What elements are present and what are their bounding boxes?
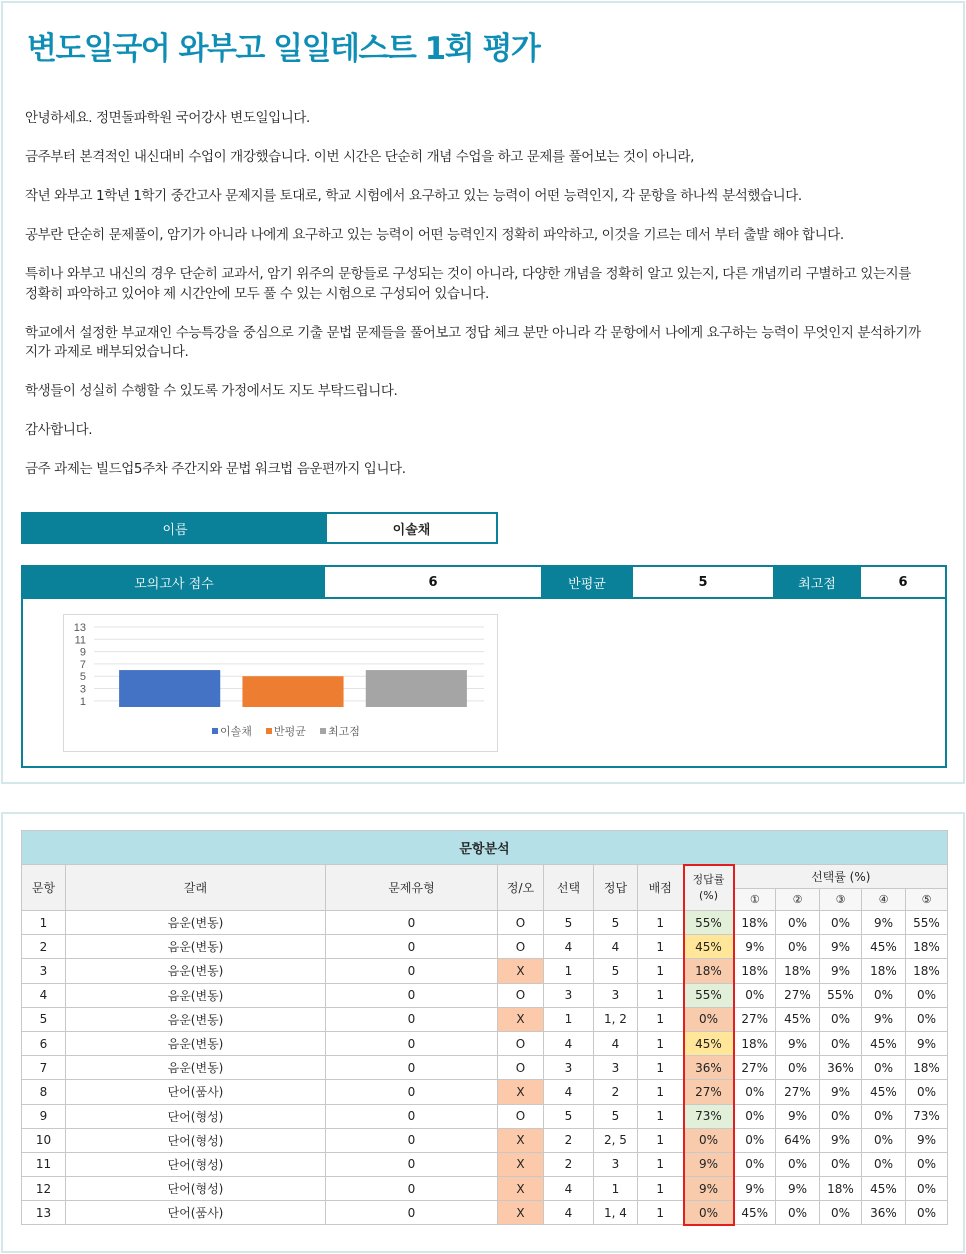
score-box xyxy=(21,565,947,768)
table-row xyxy=(22,1056,948,1080)
row-category: 단어(형성) xyxy=(66,1128,326,1152)
row-points: 1 xyxy=(638,935,684,959)
row-option-2-rate: 0% xyxy=(776,1152,820,1176)
row-option-1-rate: 0% xyxy=(734,1152,776,1176)
table-row xyxy=(22,1201,948,1225)
row-answer: 5 xyxy=(594,1104,638,1128)
row-option-3-rate: 0% xyxy=(820,1007,862,1031)
row-type: 0 xyxy=(326,1152,498,1176)
y-tick-label: 3 xyxy=(79,683,86,696)
option-1-header: ① xyxy=(734,889,776,911)
row-option-5-rate: 0% xyxy=(906,1201,948,1225)
row-correct-rate: 0% xyxy=(684,1201,734,1225)
row-option-3-rate: 36% xyxy=(820,1056,862,1080)
row-type: 0 xyxy=(326,1128,498,1152)
row-option-3-rate: 0% xyxy=(820,1031,862,1055)
row-option-2-rate: 27% xyxy=(776,983,820,1007)
row-ox: O xyxy=(498,983,544,1007)
row-option-3-rate: 0% xyxy=(820,1152,862,1176)
row-answer: 2 xyxy=(594,1080,638,1104)
row-option-5-rate: 9% xyxy=(906,1128,948,1152)
row-ox: X xyxy=(498,1128,544,1152)
row-ox: O xyxy=(498,1056,544,1080)
row-type: 0 xyxy=(326,1031,498,1055)
row-type: 0 xyxy=(326,959,498,983)
bar-2 xyxy=(242,676,343,707)
row-option-1-rate: 18% xyxy=(734,959,776,983)
table-row xyxy=(22,1177,948,1201)
row-ox: X xyxy=(498,959,544,983)
intro-paragraph: 금주부터 본격적인 내신대비 수업이 개강했습니다. 이번 시간은 단순히 개념 수업을 하고 문제를 풀어보는 것이 아니라, xyxy=(25,149,695,165)
row-category: 음운(변동) xyxy=(66,935,326,959)
row-option-3-rate: 0% xyxy=(820,911,862,935)
row-option-5-rate: 0% xyxy=(906,983,948,1007)
row-correct-rate: 9% xyxy=(684,1177,734,1201)
row-option-4-rate: 9% xyxy=(862,911,906,935)
row-type: 0 xyxy=(326,1007,498,1031)
row-points: 1 xyxy=(638,911,684,935)
row-correct-rate: 9% xyxy=(684,1152,734,1176)
row-option-5-rate: 18% xyxy=(906,1056,948,1080)
row-type: 0 xyxy=(326,983,498,1007)
score-chart-svg xyxy=(64,615,497,751)
row-correct-rate: 45% xyxy=(684,935,734,959)
row-option-1-rate: 0% xyxy=(734,1128,776,1152)
row-ox: O xyxy=(498,1031,544,1055)
row-num: 3 xyxy=(22,959,66,983)
row-points: 1 xyxy=(638,983,684,1007)
y-tick-label: 13 xyxy=(73,622,86,634)
row-option-2-rate: 0% xyxy=(776,1056,820,1080)
row-points: 1 xyxy=(638,1104,684,1128)
row-num: 10 xyxy=(22,1128,66,1152)
student-name-box xyxy=(21,512,498,544)
row-category: 음운(변동) xyxy=(66,1031,326,1055)
row-points: 1 xyxy=(638,1128,684,1152)
row-answer: 3 xyxy=(594,1056,638,1080)
row-correct-rate: 55% xyxy=(684,911,734,935)
table-row xyxy=(22,911,948,935)
row-option-1-rate: 45% xyxy=(734,1201,776,1225)
table-row xyxy=(22,935,948,959)
row-num: 11 xyxy=(22,1152,66,1176)
row-num: 12 xyxy=(22,1177,66,1201)
row-num: 1 xyxy=(22,911,66,935)
row-option-1-rate: 0% xyxy=(734,1104,776,1128)
intro-paragraph: 작년 와부고 1학년 1학기 중간고사 문제지를 토대로, 학교 시험에서 요구하고 있는 능력이 어떤 능력인지, 각 문항을 하나씩 분석했습니다. xyxy=(25,188,802,204)
row-option-3-rate: 0% xyxy=(820,1104,862,1128)
row-points: 1 xyxy=(638,1177,684,1201)
intro-paragraph: 학생들이 성실히 수행할 수 있도록 가정에서도 지도 부탁드립니다. xyxy=(25,383,398,399)
name-label: 이름 xyxy=(23,514,327,542)
row-choice: 2 xyxy=(544,1152,594,1176)
row-ox: X xyxy=(498,1080,544,1104)
table-row xyxy=(22,983,948,1007)
row-correct-rate: 27% xyxy=(684,1080,734,1104)
legend-swatch xyxy=(212,728,218,734)
row-choice: 2 xyxy=(544,1128,594,1152)
row-points: 1 xyxy=(638,1031,684,1055)
row-choice: 1 xyxy=(544,1007,594,1031)
option-5-header: ⑤ xyxy=(906,889,948,911)
legend-label: 최고점 xyxy=(328,725,360,738)
row-option-4-rate: 45% xyxy=(862,935,906,959)
row-category: 단어(형성) xyxy=(66,1152,326,1176)
row-num: 9 xyxy=(22,1104,66,1128)
row-option-1-rate: 18% xyxy=(734,1031,776,1055)
row-option-5-rate: 0% xyxy=(906,1177,948,1201)
row-option-1-rate: 27% xyxy=(734,1056,776,1080)
row-choice: 4 xyxy=(544,1177,594,1201)
row-answer: 1, 2 xyxy=(594,1007,638,1031)
row-answer: 3 xyxy=(594,983,638,1007)
col-header-type: 문제유형 xyxy=(326,865,498,911)
row-choice: 4 xyxy=(544,1080,594,1104)
row-option-4-rate: 9% xyxy=(862,1007,906,1031)
row-ox: O xyxy=(498,911,544,935)
row-option-4-rate: 0% xyxy=(862,1152,906,1176)
legend-swatch xyxy=(320,728,326,734)
row-option-2-rate: 18% xyxy=(776,959,820,983)
row-choice: 3 xyxy=(544,1056,594,1080)
row-num: 4 xyxy=(22,983,66,1007)
top-score-value: 6 xyxy=(898,574,908,590)
row-category: 단어(품사) xyxy=(66,1080,326,1104)
row-answer: 4 xyxy=(594,1031,638,1055)
row-correct-rate: 0% xyxy=(684,1128,734,1152)
legend-label: 이솔채 xyxy=(220,725,252,738)
row-choice: 4 xyxy=(544,1031,594,1055)
row-option-2-rate: 0% xyxy=(776,935,820,959)
row-ox: X xyxy=(498,1007,544,1031)
row-option-1-rate: 0% xyxy=(734,1080,776,1104)
report-panel xyxy=(1,1,965,784)
row-answer: 1, 4 xyxy=(594,1201,638,1225)
row-option-5-rate: 0% xyxy=(906,1007,948,1031)
row-option-5-rate: 18% xyxy=(906,959,948,983)
row-correct-rate: 0% xyxy=(684,1007,734,1031)
table-row xyxy=(22,1128,948,1152)
col-header-category: 갈래 xyxy=(66,865,326,911)
mock-score-label: 모의고사 점수 xyxy=(23,567,325,597)
row-option-4-rate: 0% xyxy=(862,1128,906,1152)
row-num: 13 xyxy=(22,1201,66,1225)
row-choice: 4 xyxy=(544,935,594,959)
row-option-3-rate: 9% xyxy=(820,959,862,983)
row-choice: 3 xyxy=(544,983,594,1007)
row-option-3-rate: 9% xyxy=(820,935,862,959)
intro-paragraph: 공부란 단순히 문제풀이, 암기가 아니라 나에게 요구하고 있는 능력이 어떤 능력인지 정확히 파악하고, 이것을 기르는 데서 부터 출발 해야 합니다. xyxy=(25,227,844,243)
row-answer: 5 xyxy=(594,959,638,983)
row-option-3-rate: 0% xyxy=(820,1201,862,1225)
row-correct-rate: 36% xyxy=(684,1056,734,1080)
y-tick-label: 5 xyxy=(79,671,86,684)
row-category: 음운(변동) xyxy=(66,1007,326,1031)
row-option-5-rate: 0% xyxy=(906,1080,948,1104)
intro-paragraph: 감사합니다. xyxy=(25,422,93,438)
row-points: 1 xyxy=(638,1080,684,1104)
row-answer: 2, 5 xyxy=(594,1128,638,1152)
row-type: 0 xyxy=(326,911,498,935)
bar-1 xyxy=(119,670,220,707)
table-row xyxy=(22,1152,948,1176)
row-correct-rate: 45% xyxy=(684,1031,734,1055)
row-ox: O xyxy=(498,1104,544,1128)
col-header-points: 배점 xyxy=(638,865,684,911)
row-option-5-rate: 55% xyxy=(906,911,948,935)
row-option-5-rate: 0% xyxy=(906,1152,948,1176)
row-option-3-rate: 9% xyxy=(820,1080,862,1104)
row-answer: 1 xyxy=(594,1177,638,1201)
row-answer: 3 xyxy=(594,1152,638,1176)
row-answer: 5 xyxy=(594,911,638,935)
row-type: 0 xyxy=(326,935,498,959)
row-category: 음운(변동) xyxy=(66,959,326,983)
row-type: 0 xyxy=(326,1080,498,1104)
col-header-rate xyxy=(684,865,734,911)
row-correct-rate: 55% xyxy=(684,983,734,1007)
row-option-3-rate: 18% xyxy=(820,1177,862,1201)
top-score-label: 최고점 xyxy=(773,567,861,597)
intro-text xyxy=(25,109,945,499)
mock-score-value: 6 xyxy=(428,574,438,590)
row-option-2-rate: 0% xyxy=(776,1201,820,1225)
row-points: 1 xyxy=(638,959,684,983)
col-header-answer: 정답 xyxy=(594,865,638,911)
row-ox: X xyxy=(498,1201,544,1225)
student-name: 이솔채 xyxy=(392,522,431,538)
row-answer: 4 xyxy=(594,935,638,959)
legend-swatch xyxy=(266,728,272,734)
table-row xyxy=(22,1031,948,1055)
page-title: 변도일국어 와부고 일일테스트 1회 평가 xyxy=(27,31,540,67)
y-tick-label: 11 xyxy=(74,634,86,647)
row-choice: 4 xyxy=(544,1201,594,1225)
option-4-header: ④ xyxy=(862,889,906,911)
row-ox: X xyxy=(498,1152,544,1176)
intro-paragraph: 금주 과제는 빌드업5주차 주간지와 문법 워크법 음운편까지 입니다. xyxy=(25,461,406,477)
row-points: 1 xyxy=(638,1056,684,1080)
row-option-4-rate: 0% xyxy=(862,1056,906,1080)
class-average-value: 5 xyxy=(698,574,708,590)
row-num: 2 xyxy=(22,935,66,959)
row-option-2-rate: 9% xyxy=(776,1031,820,1055)
class-average-label: 반평균 xyxy=(541,567,633,597)
row-points: 1 xyxy=(638,1201,684,1225)
row-type: 0 xyxy=(326,1177,498,1201)
row-type: 0 xyxy=(326,1201,498,1225)
row-correct-rate: 73% xyxy=(684,1104,734,1128)
row-num: 8 xyxy=(22,1080,66,1104)
legend-label: 반평균 xyxy=(274,725,306,738)
row-option-2-rate: 45% xyxy=(776,1007,820,1031)
row-points: 1 xyxy=(638,1152,684,1176)
row-option-2-rate: 27% xyxy=(776,1080,820,1104)
intro-paragraph: 학교에서 설정한 부교재인 수능특강을 중심으로 기출 문법 문제들을 풀어보고 정답 체크 분만 아니라 각 문항에서 나에게 요구하는 능력이 무엇인지 분석하기까 지가 과제로 배부되었습니다. xyxy=(25,324,921,360)
row-option-2-rate: 0% xyxy=(776,911,820,935)
row-points: 1 xyxy=(638,1007,684,1031)
row-option-1-rate: 18% xyxy=(734,911,776,935)
col-header-distribution: 선택률 (%) xyxy=(734,865,948,889)
col-header-ox: 정/오 xyxy=(498,865,544,911)
row-option-5-rate: 73% xyxy=(906,1104,948,1128)
row-category: 음운(변동) xyxy=(66,983,326,1007)
row-category: 단어(형성) xyxy=(66,1177,326,1201)
table-row xyxy=(22,1080,948,1104)
row-choice: 5 xyxy=(544,1104,594,1128)
row-option-2-rate: 64% xyxy=(776,1128,820,1152)
rate-header-line2: (%) xyxy=(698,888,719,902)
table-row xyxy=(22,1104,948,1128)
row-ox: X xyxy=(498,1177,544,1201)
table-title: 문항분석 xyxy=(22,831,948,865)
table-row xyxy=(22,1007,948,1031)
row-option-1-rate: 27% xyxy=(734,1007,776,1031)
row-option-1-rate: 9% xyxy=(734,1177,776,1201)
score-chart xyxy=(63,614,498,752)
row-option-4-rate: 18% xyxy=(862,959,906,983)
rate-header-line1: 정답률 xyxy=(692,872,725,886)
analysis-panel xyxy=(1,812,965,1253)
row-option-3-rate: 9% xyxy=(820,1128,862,1152)
row-option-2-rate: 9% xyxy=(776,1104,820,1128)
option-3-header: ③ xyxy=(820,889,862,911)
row-option-3-rate: 55% xyxy=(820,983,862,1007)
row-option-4-rate: 0% xyxy=(862,1104,906,1128)
col-header-num: 문항 xyxy=(22,865,66,911)
row-type: 0 xyxy=(326,1056,498,1080)
row-option-4-rate: 45% xyxy=(862,1031,906,1055)
row-correct-rate: 18% xyxy=(684,959,734,983)
row-option-2-rate: 9% xyxy=(776,1177,820,1201)
y-tick-label: 1 xyxy=(79,695,86,708)
row-option-4-rate: 0% xyxy=(862,983,906,1007)
col-header-choice: 선택 xyxy=(544,865,594,911)
y-tick-label: 9 xyxy=(79,646,86,659)
score-row xyxy=(23,567,945,599)
row-category: 음운(변동) xyxy=(66,911,326,935)
row-option-4-rate: 45% xyxy=(862,1080,906,1104)
row-num: 5 xyxy=(22,1007,66,1031)
row-option-5-rate: 9% xyxy=(906,1031,948,1055)
row-choice: 5 xyxy=(544,911,594,935)
bar-3 xyxy=(366,670,467,707)
item-analysis-table xyxy=(21,830,948,1226)
intro-paragraph: 특히나 와부고 내신의 경우 단순히 교과서, 암기 위주의 문항들로 구성되는 것이 아니라, 다양한 개념을 정확히 알고 있는지, 다른 개념끼리 구별하고 있는지를 정확히 파악하고 있어야 제 시간안에 모두 풀 수 있는 시험으로 구성되어 있습니다. xyxy=(25,266,911,302)
row-option-1-rate: 0% xyxy=(734,983,776,1007)
table-row xyxy=(22,959,948,983)
row-num: 7 xyxy=(22,1056,66,1080)
row-type: 0 xyxy=(326,1104,498,1128)
row-option-5-rate: 18% xyxy=(906,935,948,959)
row-option-4-rate: 36% xyxy=(862,1201,906,1225)
option-2-header: ② xyxy=(776,889,820,911)
row-category: 음운(변동) xyxy=(66,1056,326,1080)
row-category: 단어(형성) xyxy=(66,1104,326,1128)
row-category: 단어(품사) xyxy=(66,1201,326,1225)
row-num: 6 xyxy=(22,1031,66,1055)
row-choice: 1 xyxy=(544,959,594,983)
row-ox: O xyxy=(498,935,544,959)
intro-paragraph: 안녕하세요. 정면돌파학원 국어강사 변도일입니다. xyxy=(25,110,310,126)
y-tick-label: 7 xyxy=(79,658,86,671)
row-option-1-rate: 9% xyxy=(734,935,776,959)
row-option-4-rate: 45% xyxy=(862,1177,906,1201)
